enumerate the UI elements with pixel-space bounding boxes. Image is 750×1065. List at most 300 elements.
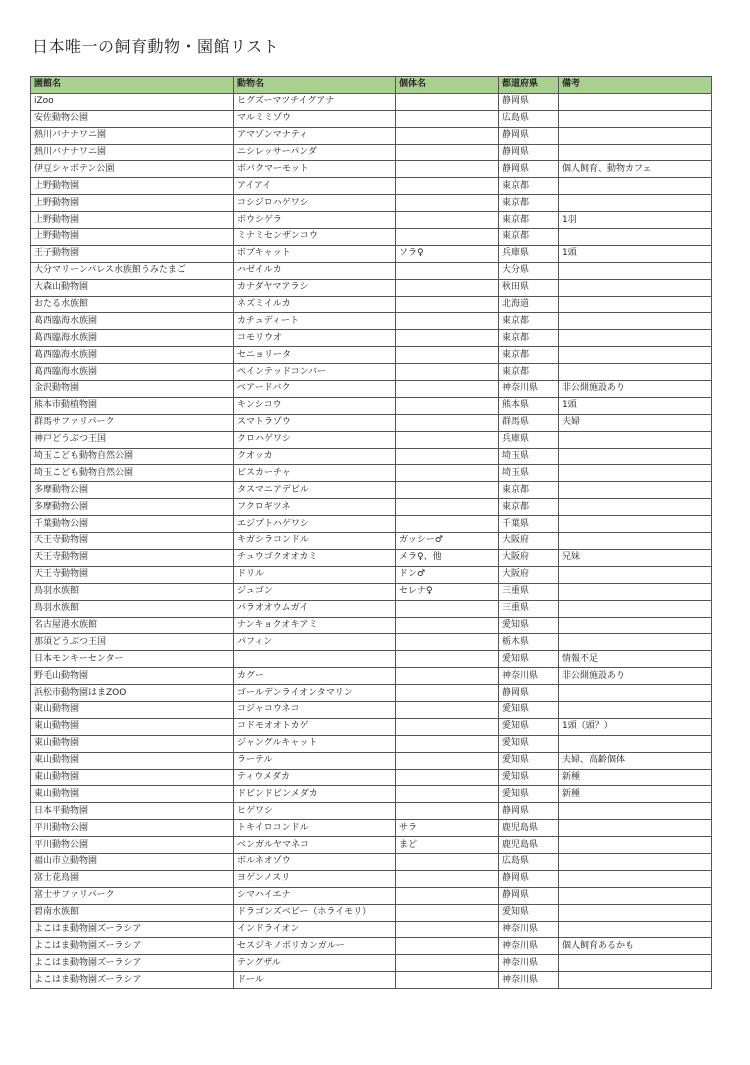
facility-cell: 天王寺動物園	[31, 533, 234, 550]
table-row	[31, 972, 712, 989]
prefecture-cell: 千葉県	[499, 516, 559, 533]
individual-cell	[396, 853, 499, 870]
facility-cell: 東山動物園	[31, 718, 234, 735]
individual-cell	[396, 938, 499, 955]
individual-cell	[396, 448, 499, 465]
animal-cell: ボバクマーモット	[234, 161, 396, 178]
animal-cell	[234, 651, 396, 668]
animal-cell: ティウメダカ	[234, 769, 396, 786]
individual-cell	[396, 634, 499, 651]
animal-cell: ネズミイルカ	[234, 296, 396, 313]
individual-cell	[396, 972, 499, 989]
prefecture-cell: 大阪府	[499, 549, 559, 566]
facility-cell: よこはま動物園ズーラシア	[31, 921, 234, 938]
individual-cell	[396, 229, 499, 246]
notes-cell	[559, 516, 712, 533]
notes-cell	[559, 431, 712, 448]
facility-cell: 葛西臨海水族園	[31, 313, 234, 330]
animal-cell: カグー	[234, 668, 396, 685]
table-row	[31, 617, 712, 634]
facility-cell: よこはま動物園ズーラシア	[31, 938, 234, 955]
prefecture-cell: 秋田県	[499, 279, 559, 296]
animal-cell: アイアイ	[234, 178, 396, 195]
facility-cell: 浜松市動物園はまZOO	[31, 685, 234, 702]
facility-cell: 多摩動物公園	[31, 499, 234, 516]
animal-cell: コシジロハゲワシ	[234, 195, 396, 212]
individual-cell	[396, 195, 499, 212]
animal-cell: コジャコウネコ	[234, 701, 396, 718]
page-title: 日本唯一の飼育動物・園館リスト	[32, 37, 280, 56]
facility-cell: よこはま動物園ズーラシア	[31, 972, 234, 989]
prefecture-cell: 静岡県	[499, 161, 559, 178]
animal-cell: ボブキャット	[234, 245, 396, 262]
individual-cell: ソラ♀	[396, 245, 499, 262]
notes-cell	[559, 262, 712, 279]
facility-cell: 上野動物園	[31, 212, 234, 229]
facility-cell: 葛西臨海水族園	[31, 330, 234, 347]
individual-cell	[396, 499, 499, 516]
animal-cell: チュウゴクオオカミ	[234, 549, 396, 566]
table-row	[31, 364, 712, 381]
table-row	[31, 803, 712, 820]
header-notes: 備考	[559, 77, 712, 94]
facility-cell: 碧南水族館	[31, 904, 234, 921]
prefecture-cell: 神奈川県	[499, 381, 559, 398]
prefecture-cell: 東京都	[499, 347, 559, 364]
table-row	[31, 279, 712, 296]
prefecture-cell: 鹿児島県	[499, 820, 559, 837]
prefecture-cell: 愛知県	[499, 701, 559, 718]
notes-cell: 1頭	[559, 245, 712, 262]
facility-cell: 名古屋港水族館	[31, 617, 234, 634]
individual-cell	[396, 330, 499, 347]
notes-cell	[559, 347, 712, 364]
animal-cell: インドライオン	[234, 921, 396, 938]
table-row	[31, 921, 712, 938]
animal-cell: マルミミゾウ	[234, 110, 396, 127]
individual-cell	[396, 718, 499, 735]
prefecture-cell: 広島県	[499, 110, 559, 127]
animal-cell: ナンキョクオキアミ	[234, 617, 396, 634]
individual-cell	[396, 397, 499, 414]
table-row	[31, 786, 712, 803]
individual-cell	[396, 262, 499, 279]
individual-cell	[396, 414, 499, 431]
table-row	[31, 195, 712, 212]
notes-cell: 個人飼育あるかも	[559, 938, 712, 955]
notes-cell	[559, 566, 712, 583]
individual-cell	[396, 870, 499, 887]
prefecture-cell: 愛知県	[499, 769, 559, 786]
individual-cell	[396, 803, 499, 820]
facility-cell: 安佐動物公園	[31, 110, 234, 127]
table-row	[31, 752, 712, 769]
notes-cell	[559, 279, 712, 296]
facility-cell: 上野動物園	[31, 195, 234, 212]
individual-cell	[396, 431, 499, 448]
facility-cell: 日本平動物園	[31, 803, 234, 820]
animal-cell: コドモオオトカゲ	[234, 718, 396, 735]
facility-cell: おたる水族館	[31, 296, 234, 313]
notes-cell	[559, 617, 712, 634]
prefecture-cell: 広島県	[499, 853, 559, 870]
table-row	[31, 482, 712, 499]
prefecture-cell: 東京都	[499, 195, 559, 212]
notes-cell	[559, 229, 712, 246]
animal-cell: スマトラゾウ	[234, 414, 396, 431]
table-row	[31, 769, 712, 786]
individual-cell	[396, 786, 499, 803]
notes-cell: 1羽	[559, 212, 712, 229]
individual-cell: セレナ♀	[396, 583, 499, 600]
facility-cell: 平川動物公園	[31, 837, 234, 854]
animal-cell: キガシラコンドル	[234, 533, 396, 550]
table-row	[31, 229, 712, 246]
notes-cell: 個人飼育、動物カフェ	[559, 161, 712, 178]
facility-cell: 東山動物園	[31, 701, 234, 718]
individual-cell	[396, 516, 499, 533]
animal-cell: ラーテル	[234, 752, 396, 769]
prefecture-cell: 愛知県	[499, 718, 559, 735]
prefecture-cell: 栃木県	[499, 634, 559, 651]
facility-cell: 上野動物園	[31, 229, 234, 246]
individual-cell	[396, 904, 499, 921]
animal-cell: ヒゲワシ	[234, 803, 396, 820]
facility-cell: 大森山動物園	[31, 279, 234, 296]
notes-cell	[559, 853, 712, 870]
prefecture-cell: 愛知県	[499, 752, 559, 769]
prefecture-cell: 愛知県	[499, 651, 559, 668]
individual-cell	[396, 685, 499, 702]
prefecture-cell: 北海道	[499, 296, 559, 313]
animal-cell: ヒグズーマツチイグアナ	[234, 93, 396, 110]
notes-cell: 新種	[559, 769, 712, 786]
animal-cell: セスジキノボリカンガルー	[234, 938, 396, 955]
facility-cell: 野毛山動物園	[31, 668, 234, 685]
animal-cell: パラオオウムガイ	[234, 600, 396, 617]
notes-cell	[559, 820, 712, 837]
table-row	[31, 533, 712, 550]
animal-cell: カナダヤマアラシ	[234, 279, 396, 296]
notes-cell: 1頭	[559, 397, 712, 414]
table-row	[31, 178, 712, 195]
individual-cell	[396, 161, 499, 178]
individual-cell	[396, 279, 499, 296]
facility-cell: 上野動物園	[31, 178, 234, 195]
animal-cell: フクロギツネ	[234, 499, 396, 516]
individual-cell	[396, 212, 499, 229]
table-row	[31, 262, 712, 279]
facility-cell: 日本モンキーセンター	[31, 651, 234, 668]
table-row	[31, 718, 712, 735]
notes-cell	[559, 482, 712, 499]
prefecture-cell: 愛知県	[499, 617, 559, 634]
facility-cell: 大分マリーンパレス水族館うみたまご	[31, 262, 234, 279]
individual-cell	[396, 381, 499, 398]
individual-cell	[396, 364, 499, 381]
individual-cell: まど	[396, 837, 499, 854]
facility-cell: 千葉動物公園	[31, 516, 234, 533]
animal-cell: ハゼイルカ	[234, 262, 396, 279]
animal-cell: ジュゴン	[234, 583, 396, 600]
facility-cell: 葛西臨海水族園	[31, 347, 234, 364]
table-row	[31, 499, 712, 516]
notes-cell	[559, 313, 712, 330]
table-row	[31, 245, 712, 262]
individual-cell: メラ♀、他	[396, 549, 499, 566]
individual-cell	[396, 465, 499, 482]
notes-cell	[559, 364, 712, 381]
notes-cell	[559, 600, 712, 617]
table-row	[31, 448, 712, 465]
notes-cell	[559, 904, 712, 921]
prefecture-cell: 神奈川県	[499, 921, 559, 938]
individual-cell	[396, 347, 499, 364]
facility-cell: iZoo	[31, 93, 234, 110]
animal-cell: ゴールデンライオンタマリン	[234, 685, 396, 702]
animal-cell: ドビンドビンメダカ	[234, 786, 396, 803]
table-row	[31, 431, 712, 448]
table-row	[31, 127, 712, 144]
individual-cell	[396, 955, 499, 972]
notes-cell	[559, 110, 712, 127]
facility-cell: よこはま動物園ズーラシア	[31, 955, 234, 972]
table-row	[31, 144, 712, 161]
individual-cell	[396, 921, 499, 938]
individual-cell	[396, 127, 499, 144]
individual-cell	[396, 887, 499, 904]
notes-cell	[559, 178, 712, 195]
table-row	[31, 549, 712, 566]
prefecture-cell: 三重県	[499, 600, 559, 617]
table-row	[31, 634, 712, 651]
notes-cell	[559, 127, 712, 144]
animal-cell: エジプトハゲワシ	[234, 516, 396, 533]
individual-cell	[396, 617, 499, 634]
prefecture-cell: 静岡県	[499, 144, 559, 161]
facility-cell: 平川動物公園	[31, 820, 234, 837]
animal-cell: キンシコウ	[234, 397, 396, 414]
facility-cell: 埼玉こども動物自然公園	[31, 465, 234, 482]
facility-cell: 天王寺動物園	[31, 549, 234, 566]
notes-cell: 夫婦	[559, 414, 712, 431]
individual-cell	[396, 110, 499, 127]
individual-cell	[396, 93, 499, 110]
animal-cell: ペインテッドコンバー	[234, 364, 396, 381]
prefecture-cell: 埼玉県	[499, 448, 559, 465]
table-header-row	[31, 77, 712, 94]
table-row	[31, 820, 712, 837]
prefecture-cell: 兵庫県	[499, 245, 559, 262]
notes-cell: 非公開施設あり	[559, 668, 712, 685]
individual-cell	[396, 769, 499, 786]
prefecture-cell: 静岡県	[499, 887, 559, 904]
animal-cell: ベンガルヤマネコ	[234, 837, 396, 854]
table-row	[31, 397, 712, 414]
animal-cell: ニシレッサーパンダ	[234, 144, 396, 161]
individual-cell: ドン♂	[396, 566, 499, 583]
animal-cell: クオッカ	[234, 448, 396, 465]
individual-cell	[396, 668, 499, 685]
header-facility: 園館名	[31, 77, 234, 94]
animal-cell: アマゾンマナティ	[234, 127, 396, 144]
facility-cell: 多摩動物公園	[31, 482, 234, 499]
prefecture-cell: 静岡県	[499, 685, 559, 702]
notes-cell	[559, 448, 712, 465]
facility-cell: 熱川バナナワニ園	[31, 144, 234, 161]
prefecture-cell: 三重県	[499, 583, 559, 600]
table-row	[31, 465, 712, 482]
facility-cell: 熊本市動植物園	[31, 397, 234, 414]
prefecture-cell: 神奈川県	[499, 955, 559, 972]
notes-cell	[559, 583, 712, 600]
notes-cell	[559, 972, 712, 989]
prefecture-cell: 東京都	[499, 482, 559, 499]
animal-cell: トキイロコンドル	[234, 820, 396, 837]
individual-cell	[396, 178, 499, 195]
notes-cell	[559, 955, 712, 972]
animal-cell: シマハイエナ	[234, 887, 396, 904]
prefecture-cell: 群馬県	[499, 414, 559, 431]
facility-cell: 東山動物園	[31, 769, 234, 786]
prefecture-cell: 鹿児島県	[499, 837, 559, 854]
facility-cell: 東山動物園	[31, 786, 234, 803]
prefecture-cell: 東京都	[499, 212, 559, 229]
table-row	[31, 381, 712, 398]
prefecture-cell: 東京都	[499, 364, 559, 381]
table-row	[31, 735, 712, 752]
notes-cell	[559, 144, 712, 161]
notes-cell	[559, 887, 712, 904]
table-row	[31, 853, 712, 870]
table-row	[31, 904, 712, 921]
table-row	[31, 313, 712, 330]
facility-cell: 那須どうぶつ王国	[31, 634, 234, 651]
notes-cell	[559, 685, 712, 702]
prefecture-cell: 神奈川県	[499, 972, 559, 989]
individual-cell	[396, 313, 499, 330]
notes-cell	[559, 701, 712, 718]
facility-cell: 鳥羽水族館	[31, 583, 234, 600]
table-row	[31, 600, 712, 617]
table-row	[31, 161, 712, 178]
facility-cell: 富士サファリパーク	[31, 887, 234, 904]
individual-cell	[396, 600, 499, 617]
facility-cell: 鳥羽水族館	[31, 600, 234, 617]
header-prefecture: 都道府県	[499, 77, 559, 94]
table-row	[31, 566, 712, 583]
prefecture-cell: 東京都	[499, 330, 559, 347]
prefecture-cell: 東京都	[499, 313, 559, 330]
animal-cell: パフィン	[234, 634, 396, 651]
individual-cell	[396, 735, 499, 752]
notes-cell	[559, 634, 712, 651]
prefecture-cell: 大阪府	[499, 566, 559, 583]
table-row	[31, 870, 712, 887]
prefecture-cell: 東京都	[499, 178, 559, 195]
facility-cell: 熱川バナナワニ園	[31, 127, 234, 144]
notes-cell	[559, 195, 712, 212]
notes-cell	[559, 921, 712, 938]
facility-cell: 伊豆シャボテン公園	[31, 161, 234, 178]
notes-cell	[559, 533, 712, 550]
table-row	[31, 212, 712, 229]
notes-cell	[559, 93, 712, 110]
animal-cell: ドール	[234, 972, 396, 989]
table-row	[31, 938, 712, 955]
table-row	[31, 837, 712, 854]
notes-cell: 情報不足	[559, 651, 712, 668]
animal-cell: セニョリータ	[234, 347, 396, 364]
prefecture-cell: 熊本県	[499, 397, 559, 414]
animal-cell: ベアードバク	[234, 381, 396, 398]
table-row	[31, 110, 712, 127]
table-row	[31, 296, 712, 313]
facility-cell: 福山市立動物園	[31, 853, 234, 870]
table-row	[31, 583, 712, 600]
facility-cell: 群馬サファリパーク	[31, 414, 234, 431]
animal-cell: テングザル	[234, 955, 396, 972]
facility-cell: 埼玉こども動物自然公園	[31, 448, 234, 465]
prefecture-cell: 静岡県	[499, 870, 559, 887]
notes-cell: 兄妹	[559, 549, 712, 566]
table-row	[31, 414, 712, 431]
facility-cell: 天王寺動物園	[31, 566, 234, 583]
animal-cell: ヨゲンノスリ	[234, 870, 396, 887]
table-row	[31, 516, 712, 533]
prefecture-cell: 埼玉県	[499, 465, 559, 482]
prefecture-cell: 兵庫県	[499, 431, 559, 448]
prefecture-cell: 静岡県	[499, 127, 559, 144]
notes-cell	[559, 499, 712, 516]
header-individual: 個体名	[396, 77, 499, 94]
individual-cell: サラ	[396, 820, 499, 837]
individual-cell	[396, 144, 499, 161]
animal-cell: ボウシゲラ	[234, 212, 396, 229]
prefecture-cell: 神奈川県	[499, 668, 559, 685]
animal-cell: コモリウオ	[234, 330, 396, 347]
prefecture-cell: 神奈川県	[499, 938, 559, 955]
notes-cell	[559, 870, 712, 887]
notes-cell	[559, 837, 712, 854]
animal-cell: ジャングルキャット	[234, 735, 396, 752]
facility-cell: 富士花鳥園	[31, 870, 234, 887]
animal-cell: タスマニアデビル	[234, 482, 396, 499]
animal-list-table	[30, 76, 712, 989]
animal-cell: ビスカーチャ	[234, 465, 396, 482]
animal-cell: ボルネオゾウ	[234, 853, 396, 870]
prefecture-cell: 静岡県	[499, 93, 559, 110]
prefecture-cell: 大分県	[499, 262, 559, 279]
prefecture-cell: 愛知県	[499, 786, 559, 803]
prefecture-cell: 愛知県	[499, 735, 559, 752]
animal-cell: ミナミセンザンコウ	[234, 229, 396, 246]
notes-cell	[559, 803, 712, 820]
notes-cell	[559, 296, 712, 313]
facility-cell: 東山動物園	[31, 752, 234, 769]
table-row	[31, 330, 712, 347]
animal-cell: ドラゴンズベビー（ホライモリ）	[234, 904, 396, 921]
facility-cell: 金沢動物園	[31, 381, 234, 398]
individual-cell: ガッシー♂	[396, 533, 499, 550]
notes-cell: 新種	[559, 786, 712, 803]
header-animal: 動物名	[234, 77, 396, 94]
individual-cell	[396, 701, 499, 718]
prefecture-cell: 東京都	[499, 499, 559, 516]
animal-cell: クロハゲワシ	[234, 431, 396, 448]
prefecture-cell: 大阪府	[499, 533, 559, 550]
facility-cell: 神戸どうぶつ王国	[31, 431, 234, 448]
